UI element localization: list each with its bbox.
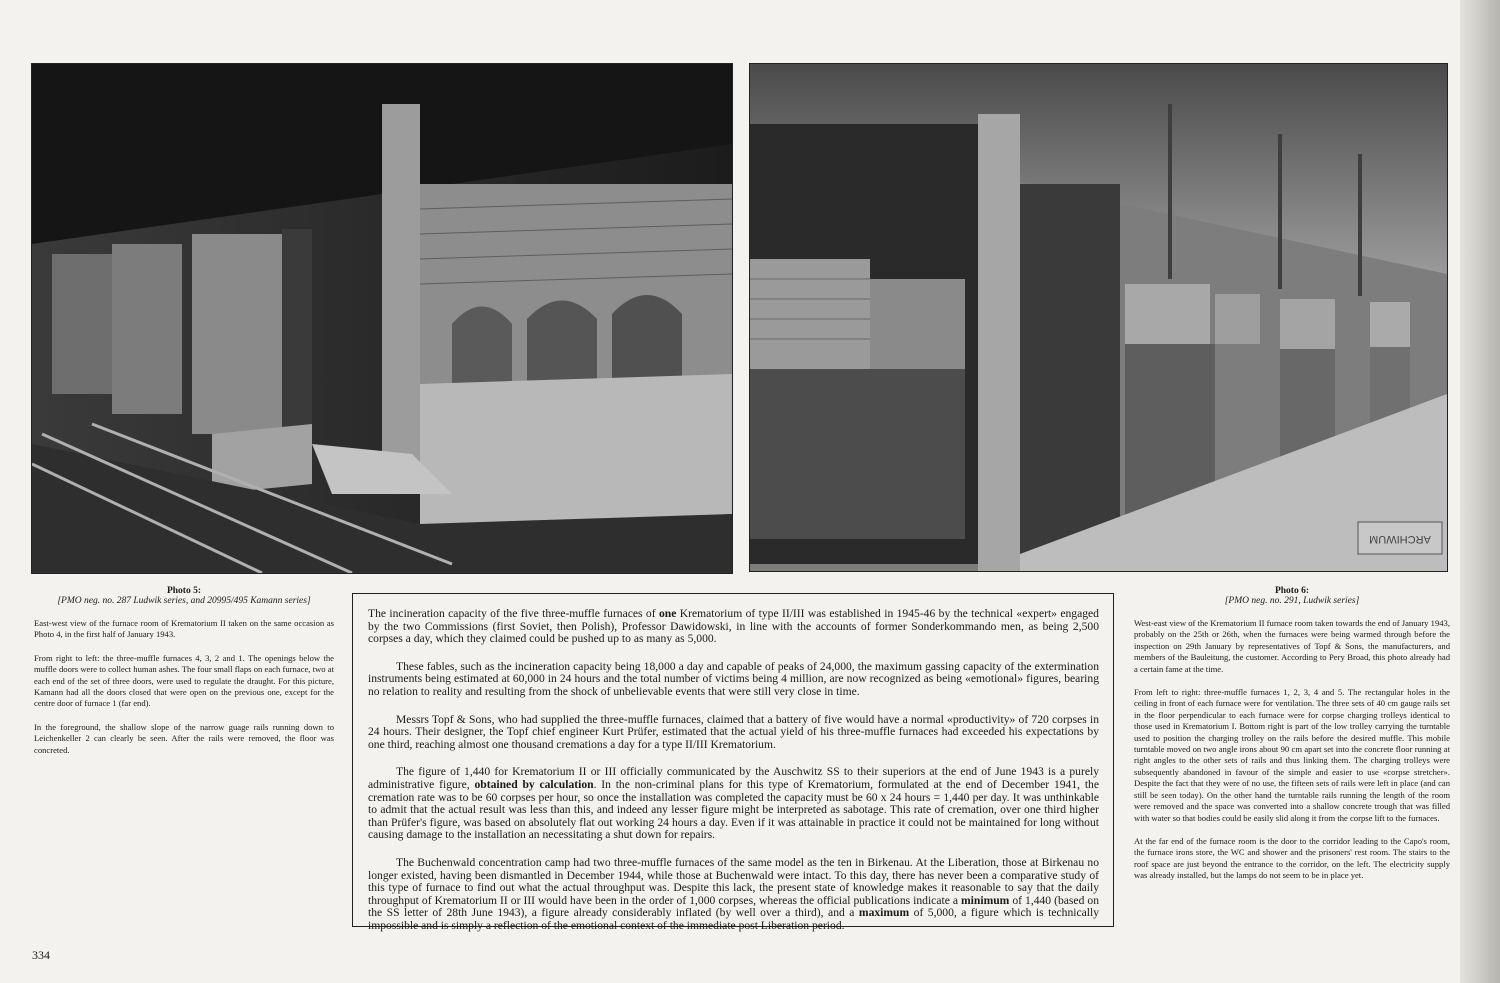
photo-6-caption-paragraph: West-east view of the Krematorium II furnace room taken towards the end of January 1943, probably on the 25th or 26th, when the furnaces were being warmed through before the inspection on 29th January by representatives of Topf & Sons, the manufacturers, and members of the Bauleitung, the customer. According to Pery Broad, this photo already had a certain fame at the time. <box>1134 618 1450 674</box>
photo-5-title: Photo 5: <box>166 586 202 596</box>
photo-5-furnace-room-east-west <box>31 63 733 574</box>
photo-5-reference: [PMO neg. no. 287 Ludwik series, and 20995/495 Kamann series] <box>57 596 311 606</box>
main-paragraph: The figure of 1,440 for Krematorium II or III officially communicated by the Auschwitz SS to their superiors at the end of June 1943 is a purely administrative figure, obtained by calculation. In the non-criminal plans for this type of Krematorium, formulated at the end of December 1941, the cremation rate was to be 60 corpses per hour, so once the installation was completed the capacity must be 60 x 24 hours = 1,440 per day. It was unthinkable to admit that the actual result was less than this, and indeed any lesser figure might be interpreted as sabotage. This rate of cremation, over one third higher than Prüfer's figure, was based on absolutely flat out working 24 hours a day. Even if it was attainable in practice it could not be maintained for long without causing damage to the installation an necessitating a shut down for repairs. <box>368 765 1099 842</box>
main-paragraph: These fables, such as the incineration capacity being 18,000 a day and capable of peaks of 24,000, the maximum gassing capacity of the extermination instruments being estimated at 60,000 in 24 hours and the total number of victims being 4 million, are now recognized as being «emotional» figures, bearing no relation to reality and resulting from the shock of unbelievable events that were still very close in time. <box>368 659 1099 698</box>
main-text-box <box>352 593 1114 932</box>
photo-5-caption-paragraph: From right to left: the three-muffle furnaces 4, 3, 2 and 1. The openings below the muffle doors were to collect human ashes. The four small flaps on each furnace, two at each end of the set of three doors, were used to regulate the draught. For this picture, Kamann had all the doors closed that were open on the previous one, except for the centre door of furnace 1 (far end). <box>34 652 334 709</box>
page-gutter-shadow <box>1460 0 1500 983</box>
photo-6-furnace-room-west-east <box>749 63 1448 572</box>
archive-stamp: ARCHIWUM <box>1369 533 1431 545</box>
main-paragraph: The Buchenwald concentration camp had two three-muffle furnaces of the same model as the ten in Birkenau. At the Liberation, those at Birkenau no longer existed, having been dismantled in December 1944, while those at Buchenwald were intact. To this day, there has never been a comparative study of this type of furnace to find out what the actual throughput was. Despite this lack, the present state of knowledge makes it reasonable to say that the daily throughput of Krematorium II or III would have been in the order of 1,000 corpses, whereas the official publications indicate a minimum of 1,440 (based on the SS letter of 28th June 1943), a figure already considerably inflated (by well over a third), and a maximum of 5,000, a figure which is technically impossible and is simply a reflection of the emotional context of the immediate post Liberation period. <box>368 855 1099 932</box>
main-paragraph: Messrs Topf & Sons, who had supplied the three-muffle furnaces, claimed that a battery of five would have a normal «productivity» of 720 corpses in 24 hours. Their designer, the Topf chief engineer Kurt Prüfer, estimated that the actual yield of his three-muffle furnaces had exceeded his expectations by one third, reaching almost one thousand cremations a day for a type II/III Krematorium. <box>368 712 1099 751</box>
photo-5-caption <box>34 586 334 768</box>
photo-5-image <box>32 64 732 573</box>
photo-6-title: Photo 6: <box>1274 586 1310 596</box>
photo-6-image <box>750 64 1447 571</box>
photo-6-caption-paragraph: From left to right: three-muffle furnaces 1, 2, 3, 4 and 5. The rectangular holes in the ceiling in front of each furnace were for ventilation. The three sets of 40 cm gauge rails set in the floor perpendicular to each furnace were for corpse charging trolleys identical to those used in Krematorium I. Bottom right is part of the low trolley carrying the turntable used to position the charging trolley on the rails before the desired muffle. This mobile turntable moved on two angle irons about 90 cm apart set into the concrete floor running at right angles to the other sets of rails and thus linking them. The charging trolleys were subsequently abandoned in favour of the simple and easier to use «corpse stretcher». Despite the fact that they were of no use, the fifteen sets of rails were left in place (and can still be seen today). On the other hand the turntable rails running the length of the room were removed and the space was converted into a shallow concrete trough that was filled with water so that bodies could be easily slid along it from the corpse lift to the furnaces. <box>1134 687 1450 823</box>
photo-5-caption-paragraph: East-west view of the furnace room of Krematorium II taken on the same occasion as Photo 4, in the first half of January 1943. <box>34 618 334 640</box>
page-number: 334 <box>32 948 50 962</box>
photo-5-caption-paragraph: In the foreground, the shallow slope of the narrow guage rails running down to Leichenkeller 2 can clearly be seen. After the rails were removed, the floor was concreted. <box>34 721 334 755</box>
photo-6-caption-paragraph: At the far end of the furnace room is the door to the corridor leading to the Capo's room, the furnace irons store, the WC and shower and the prisoners' rest room. The stairs to the roof space are just beyond the entrance to the corridor, on the left. The electricity supply was already installed, but the lamps do not seem to be in place yet. <box>1134 835 1450 881</box>
photo-6-reference: [PMO neg. no. 291, Ludwik series] <box>1224 596 1360 606</box>
main-paragraph: The incineration capacity of the five three-muffle furnaces of one Krematorium of type II/III was established in 1945-46 by the technical «expert» engaged by the two Commissions (first Soviet, then Polish), Professor Dawidowski, in line with the accounts of former Sonderkommando men, as being 2,500 corpses a day, which they claimed could be pushed up to as many as 5,000. <box>368 607 1099 646</box>
photo-6-caption <box>1134 586 1450 894</box>
